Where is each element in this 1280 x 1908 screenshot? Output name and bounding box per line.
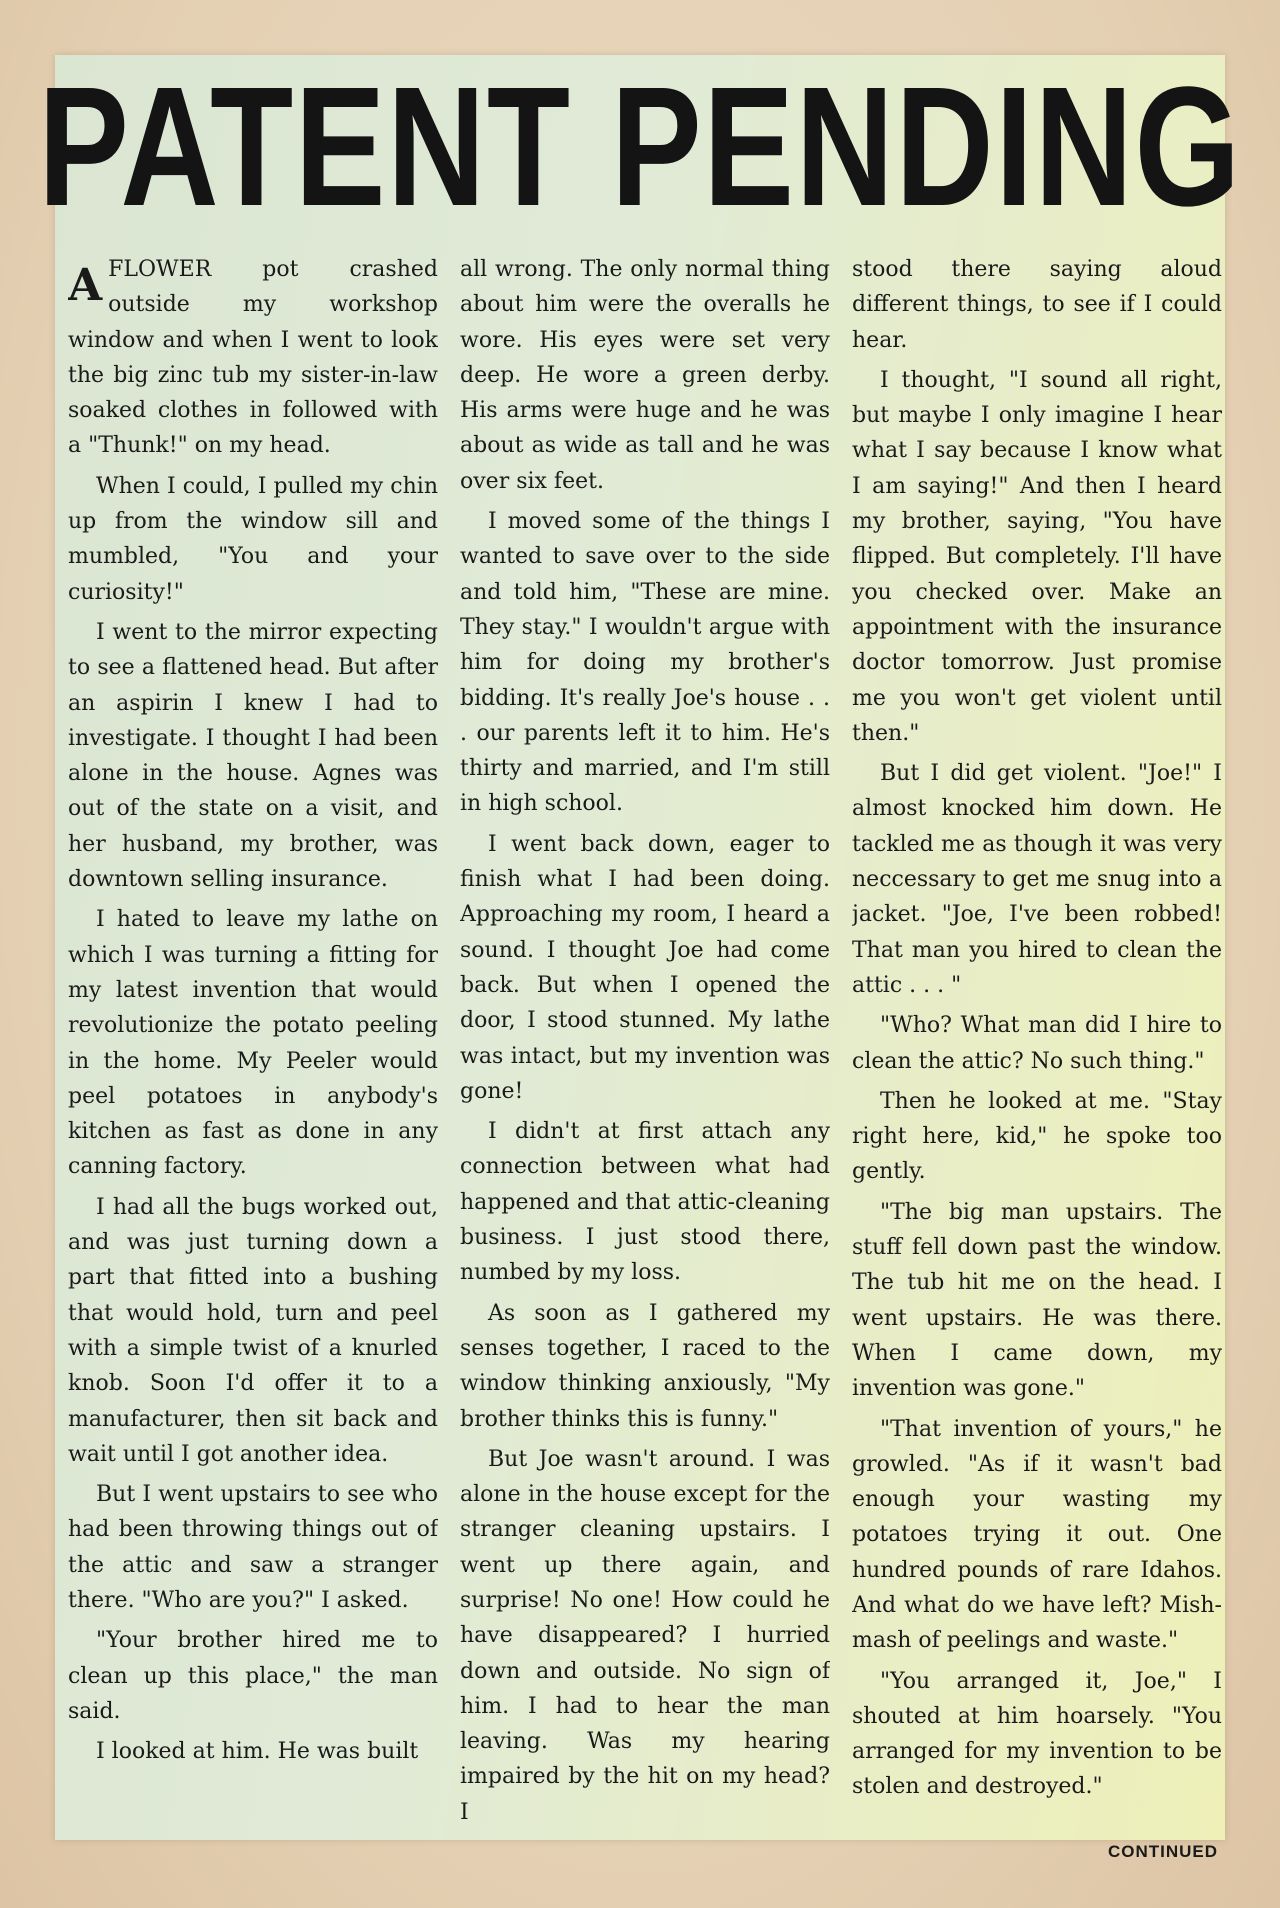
- paragraph: [852, 1412, 1222, 1659]
- paragraph: [852, 1008, 1222, 1079]
- paragraph: [460, 1114, 830, 1290]
- paragraph: [68, 1477, 438, 1618]
- paragraph: [852, 1664, 1222, 1805]
- paragraph: [460, 252, 830, 499]
- paragraph-text: "The big man upstairs. The stuff fell down past the window. The tub hit me on the head. I went upstairs. He was there. When I came down, my invention was gone.": [852, 1199, 1222, 1402]
- continued-label: CONTINUED: [1107, 1842, 1218, 1861]
- paragraph-text: "That invention of yours," he growled. "As if it wasn't bad enough your wasting my potatoes trying it out. One hundred pounds of rare Idahos. And what do we have left? Mish-mash of peelings and waste.": [852, 1416, 1222, 1654]
- paragraph-text: FLOWER pot crashed outside my workshop window and when I went to look the big zinc tub my sister-in-law soaked clothes in followed with a "Thunk!" on my head.: [68, 257, 438, 459]
- drop-cap: A: [68, 260, 103, 311]
- paragraph-text: I had all the bugs worked out, and was just turning down a part that fitted into a bushing that would hold, turn and peel with a simple twist of a knurled knob. Soon I'd offer it to a manufacturer, then sit back and wait until I got another idea.: [68, 1194, 438, 1467]
- paragraph-text: "Who? What man did I hire to clean the attic? No such thing.": [852, 1013, 1222, 1074]
- paragraph-text: I didn't at first attach any connection between what had happened and that attic-cleaning business. I just stood there, numbed by my loss.: [460, 1119, 830, 1286]
- text-column-1: [68, 252, 438, 1832]
- paragraph-text: When I could, I pulled my chin up from the window sill and mumbled, "You and your curiosity!": [68, 473, 438, 605]
- text-column-3: [852, 252, 1222, 1832]
- paragraph-text: "You arranged it, Joe," I shouted at him hoarsely. "You arranged for my invention to be stolen and destroyed.": [852, 1668, 1222, 1800]
- paragraph: [460, 1442, 830, 1830]
- paragraph: [460, 827, 830, 1109]
- paragraph: [68, 1190, 438, 1472]
- text-column-2: [460, 252, 830, 1832]
- paragraph: [68, 1623, 438, 1729]
- paragraph: [852, 1195, 1222, 1407]
- paragraph-text: I looked at him. He was built: [96, 1739, 419, 1765]
- paragraph-text: As soon as I gathered my senses together, I raced to the window thinking anxiously, "My brother thinks this is funny.": [460, 1300, 830, 1432]
- paragraph-text: But I did get violent. "Joe!" I almost knocked him down. He tackled me as though it was very neccessary to get me snug into a jacket. "Joe, I've been robbed! That man you hired to clean the attic . . . ": [852, 761, 1222, 998]
- paragraph: [68, 1734, 438, 1769]
- paragraph: [852, 363, 1222, 751]
- paragraph: [852, 252, 1222, 358]
- paragraph: [68, 252, 438, 464]
- paragraph: [460, 1296, 830, 1437]
- story-title: PATENT PENDING: [38, 52, 1242, 242]
- paragraph-text: But I went upstairs to see who had been throwing things out of the attic and saw a stranger there. "Who are you?" I asked.: [68, 1482, 438, 1613]
- paragraph: [852, 756, 1222, 1003]
- paragraph-text: I hated to leave my lathe on which I was turning a fitting for my latest invention that would revolutionize the potato peeling in the home. My Peeler would peel potatoes in anybody's kitchen as fast as done in any canning factory.: [68, 907, 438, 1180]
- paragraph-text: stood there saying aloud different things, to see if I could hear.: [852, 257, 1222, 353]
- paragraph: [852, 1084, 1222, 1190]
- paragraph: [68, 615, 438, 897]
- paragraph: [460, 504, 830, 822]
- paragraph: [68, 902, 438, 1184]
- paragraph: [68, 469, 438, 610]
- paragraph-text: "Your brother hired me to clean up this place," the man said.: [68, 1628, 438, 1724]
- paragraph-text: I went back down, eager to finish what I had been doing. Approaching my room, I heard a sound. I thought Joe had come back. But when I opened the door, I stood stunned. My lathe was intact, but my invention was gone!: [460, 831, 830, 1104]
- paragraph-text: I thought, "I sound all right, but maybe I only imagine I hear what I say because I know what I am saying!" And then I heard my brother, saying, "You have flipped. But completely. I'll have you checked over. Make an appointment with the insurance doctor tomorrow. Just promise me you won't get violent until then.": [852, 367, 1222, 746]
- paragraph-text: I moved some of the things I wanted to save over to the side and told him, "These are mine. They stay." I wouldn't argue with him for doing my brother's bidding. It's really Joe's house . . . our parents left it to him. He's thirty and married, and I'm still in high school.: [460, 509, 830, 817]
- paragraph-text: all wrong. The only normal thing about him were the overalls he wore. His eyes were set very deep. He wore a green derby. His arms were huge and he was about as wide as tall and he was over six feet.: [460, 257, 830, 494]
- paragraph-text: But Joe wasn't around. I was alone in the house except for the stranger cleaning upstairs. I went up there again, and surprise! No one! How could he have disappeared? I hurried down and outside. No sign of him. I had to hear the man leaving. Was my hearing impaired by the hit on my head? I: [460, 1446, 830, 1825]
- paragraph-text: I went to the mirror expecting to see a flattened head. But after an aspirin I knew I had to investigate. I thought I had been alone in the house. Agnes was out of the state on a visit, and her husband, my brother, was downtown selling insurance.: [68, 619, 438, 893]
- paragraph-text: Then he looked at me. "Stay right here, kid," he spoke too gently.: [852, 1088, 1222, 1185]
